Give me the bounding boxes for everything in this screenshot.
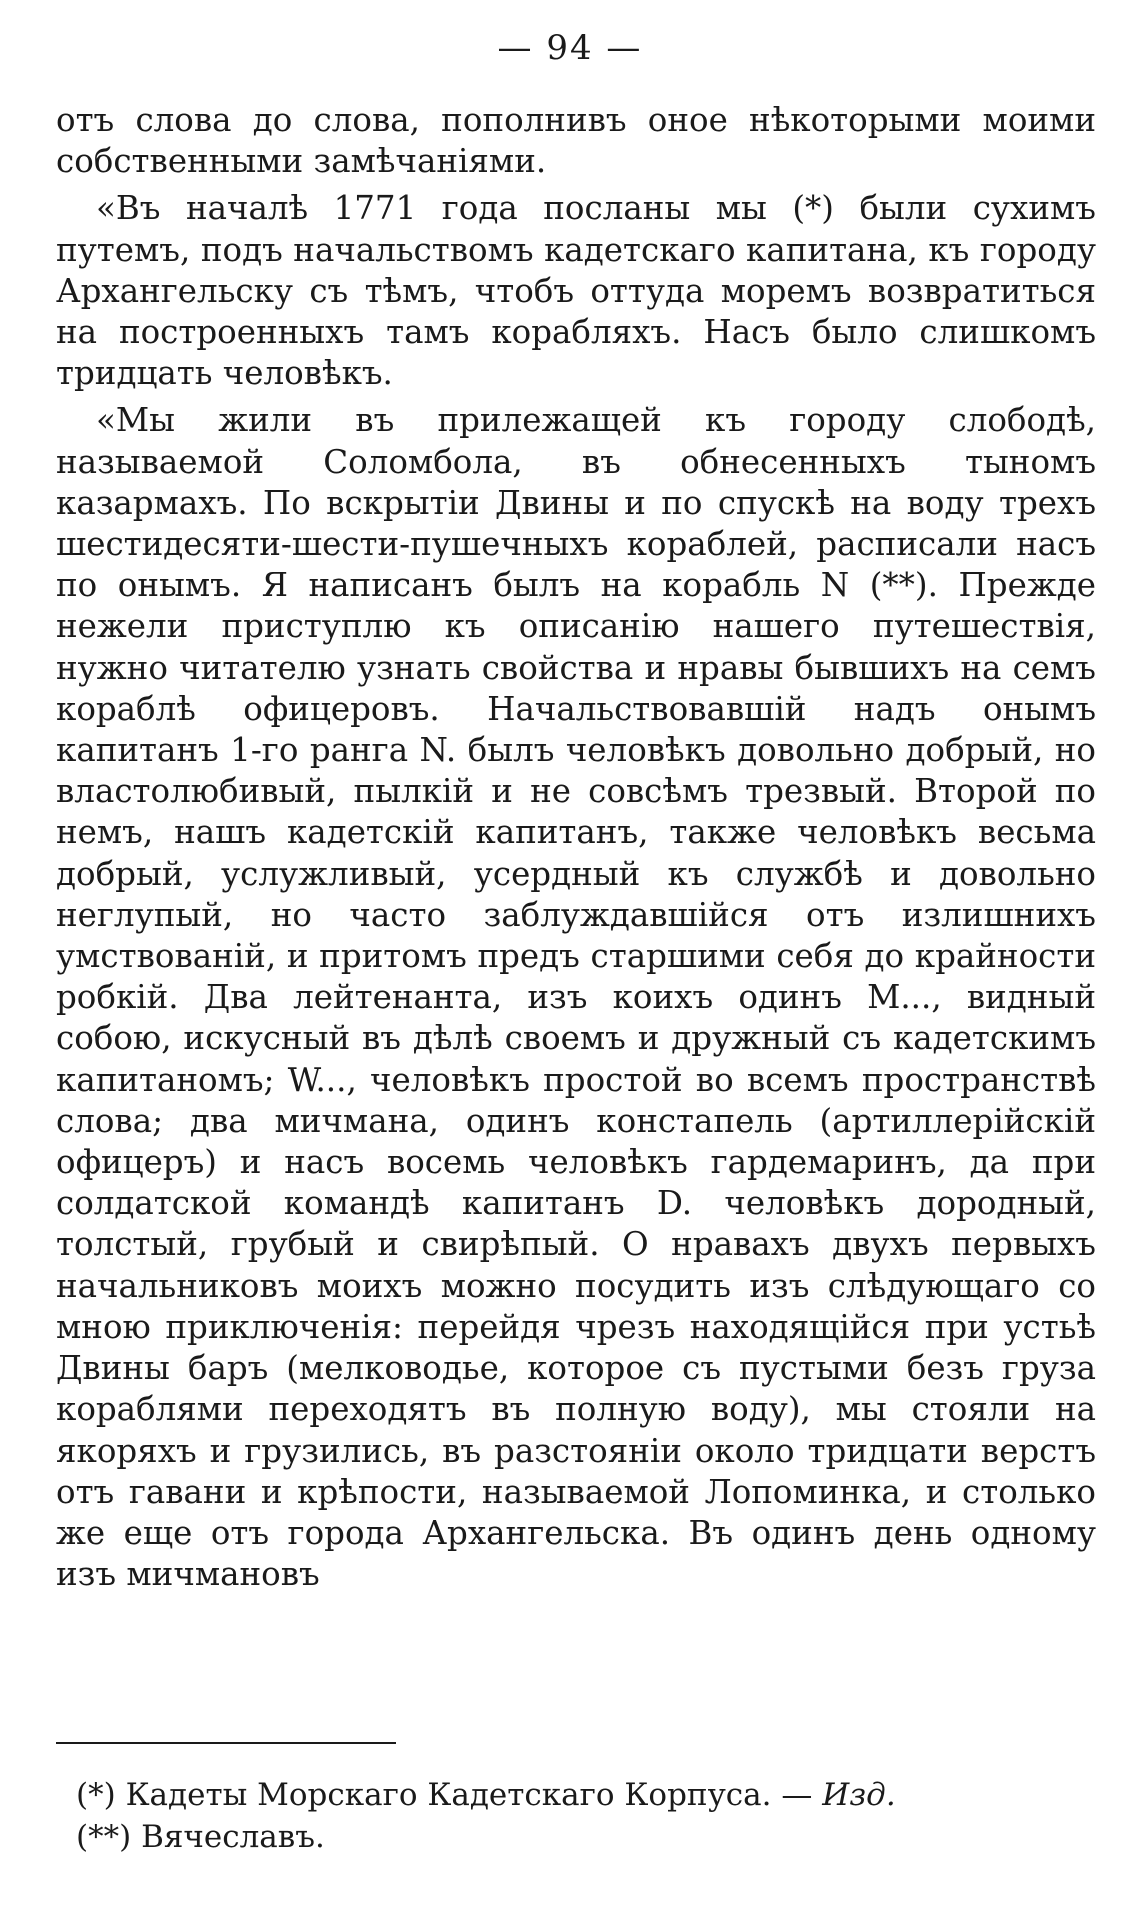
footnote-2 bbox=[76, 1816, 1076, 1858]
footnote-2-text: Вячеславъ. bbox=[141, 1819, 325, 1855]
paragraph-journey-start: «Въ началѣ 1771 года посланы мы (*) были сухимъ путемъ, подъ начальствомъ кадетскаго капитана, къ городу Архангельску съ тѣмъ, чтобъ оттуда моремъ возвратиться на построенныхъ тамъ корабляхъ. Насъ было слишкомъ тридцать человѣкъ. bbox=[56, 189, 1096, 393]
footnotes bbox=[76, 1774, 1076, 1858]
footnote-divider bbox=[56, 1742, 396, 1744]
footnote-1-text: Кадеты Морскаго Кадетскаго Корпуса. — bbox=[125, 1777, 813, 1813]
footnote-1 bbox=[76, 1774, 1076, 1816]
footnote-1-mark: (*) bbox=[76, 1777, 116, 1813]
footnote-2-mark: (**) bbox=[76, 1819, 132, 1855]
footnote-1-attribution: Изд. bbox=[822, 1777, 896, 1813]
paragraph-continuation: отъ слова до слова, пополнивъ оное нѣкоторыми моими собственными замѣчаніями. bbox=[56, 101, 1096, 181]
main-text bbox=[56, 100, 1096, 1601]
page-number: — 94 — bbox=[497, 28, 643, 68]
paragraph-officers: «Мы жили въ прилежащей къ городу слободѣ, называемой Соломбола, въ обнесенныхъ тыномъ казармахъ. По вскрытіи Двины и по спускѣ на воду трехъ шестидесяти-шести-пушечныхъ кораблей, расписали насъ по онымъ. Я написанъ былъ на корабль N (**). Прежде нежели приступлю къ описанію нашего путешествія, нужно читателю узнать свойства и нравы бывшихъ на семъ кораблѣ офицеровъ. Начальствовавшій надъ онымъ капитанъ 1-го ранга N. былъ человѣкъ довольно добрый, но властолюбивый, пылкій и не совсѣмъ трезвый. Второй по немъ, нашъ кадетскій капитанъ, также человѣкъ весьма добрый, услужливый, усердный къ службѣ и довольно неглупый, но часто заблуждавшійся отъ излишнихъ умствованій, и притомъ предъ старшими себя до крайности робкій. Два лейтенанта, изъ коихъ одинъ М..., видный собою, искусный въ дѣлѣ своемъ и дружный съ кадетскимъ капитаномъ; W..., человѣкъ простой во всемъ пространствѣ слова; два мичмана, одинъ констапель (артиллерійскій офицеръ) и насъ восемь человѣкъ гардемаринъ, да при солдатской командѣ капитанъ D. человѣкъ дородный, толстый, грубый и свирѣпый. О нравахъ двухъ первыхъ начальниковъ моихъ можно посудить изъ слѣдующаго со мною приключенія: перейдя чрезъ находящійся при устьѣ Двины баръ (мелководье, которое съ пустыми безъ груза кораблями переходятъ въ полную воду), мы стояли на якоряхъ и грузились, въ разстояніи около тридцати верстъ отъ гавани и крѣпости, называемой Лопоминка, и столько же еще отъ города Архангельска. Въ одинъ день одному изъ мичмановъ bbox=[56, 401, 1096, 1594]
